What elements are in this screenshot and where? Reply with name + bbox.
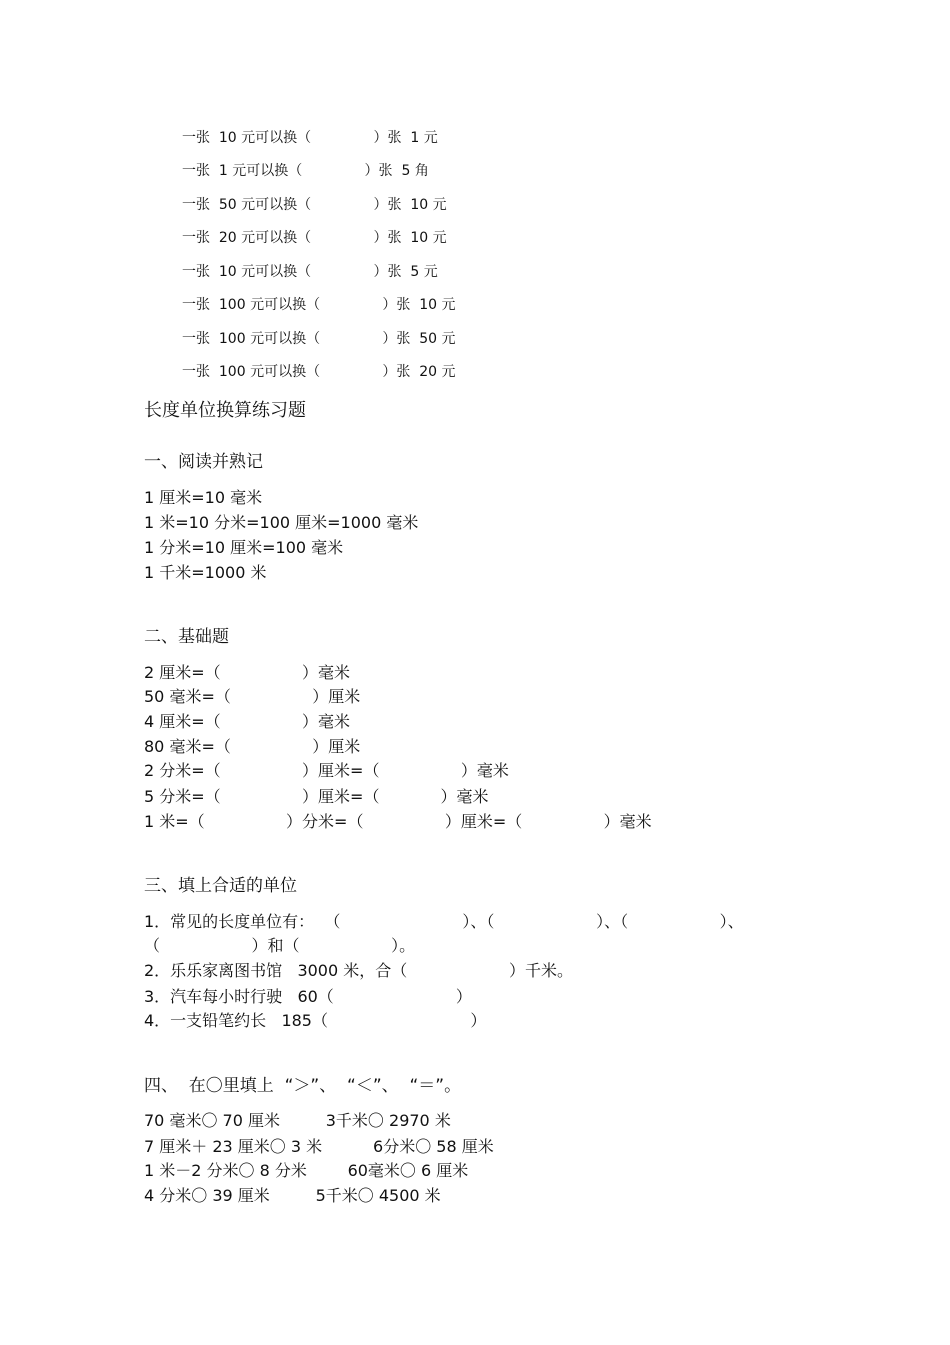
section-heading: 二、基础题 [144, 627, 229, 647]
exercise-line: 2 分米=（ ）厘米=（ ）毫米 [144, 761, 509, 780]
exercise-line: （ ）和（ ）。 [144, 936, 416, 955]
exercise-line: 3．汽车每小时行驶 60（ ） [144, 987, 472, 1006]
section-heading: 一、阅读并熟记 [144, 452, 263, 472]
compare-line: 70 毫米〇 70 厘米 3千米〇 2970 米 [144, 1111, 451, 1130]
page-title: 长度单位换算练习题 [144, 400, 306, 421]
fact-line: 1 米=10 分米=100 厘米=1000 毫米 [144, 513, 419, 532]
exercise-line: 50 毫米=（ ）厘米 [144, 687, 361, 706]
compare-line: 1 米－2 分米〇 8 分米 60毫米〇 6 厘米 [144, 1161, 469, 1180]
money-line: 一张 100 元可以换（ ）张 50 元 [182, 331, 456, 347]
exercise-line: 2 厘米=（ ）毫米 [144, 663, 351, 682]
money-line: 一张 50 元可以换（ ）张 10 元 [182, 197, 447, 213]
money-line: 一张 1 元可以换（ ）张 5 角 [182, 163, 429, 179]
section-heading: 四、 在〇里填上 “＞”、 “＜”、 “＝”。 [144, 1076, 462, 1096]
section-heading: 三、填上合适的单位 [144, 876, 297, 896]
fact-line: 1 千米=1000 米 [144, 563, 267, 582]
money-line: 一张 100 元可以换（ ）张 20 元 [182, 364, 456, 380]
exercise-line: 5 分米=（ ）厘米=（ ）毫米 [144, 787, 489, 806]
exercise-line: 1 米=（ ）分米=（ ）厘米=（ ）毫米 [144, 812, 652, 831]
money-line: 一张 10 元可以换（ ）张 5 元 [182, 264, 438, 280]
money-line: 一张 10 元可以换（ ）张 1 元 [182, 130, 438, 146]
exercise-line: 4．一支铅笔约长 185（ ） [144, 1011, 487, 1030]
exercise-line: 4 厘米=（ ）毫米 [144, 712, 351, 731]
fact-line: 1 分米=10 厘米=100 毫米 [144, 538, 344, 557]
fact-line: 1 厘米=10 毫米 [144, 488, 263, 507]
exercise-line: 80 毫米=（ ）厘米 [144, 737, 361, 756]
compare-line: 7 厘米＋ 23 厘米〇 3 米 6分米〇 58 厘米 [144, 1137, 494, 1156]
money-line: 一张 20 元可以换（ ）张 10 元 [182, 230, 447, 246]
compare-line: 4 分米〇 39 厘米 5千米〇 4500 米 [144, 1186, 441, 1205]
exercise-line: 2．乐乐家离图书馆 3000 米，合（ ）千米。 [144, 961, 573, 980]
money-line: 一张 100 元可以换（ ）张 10 元 [182, 297, 456, 313]
exercise-line: 1．常见的长度单位有： （ ）、（ ）、（ ）、 [144, 912, 744, 931]
